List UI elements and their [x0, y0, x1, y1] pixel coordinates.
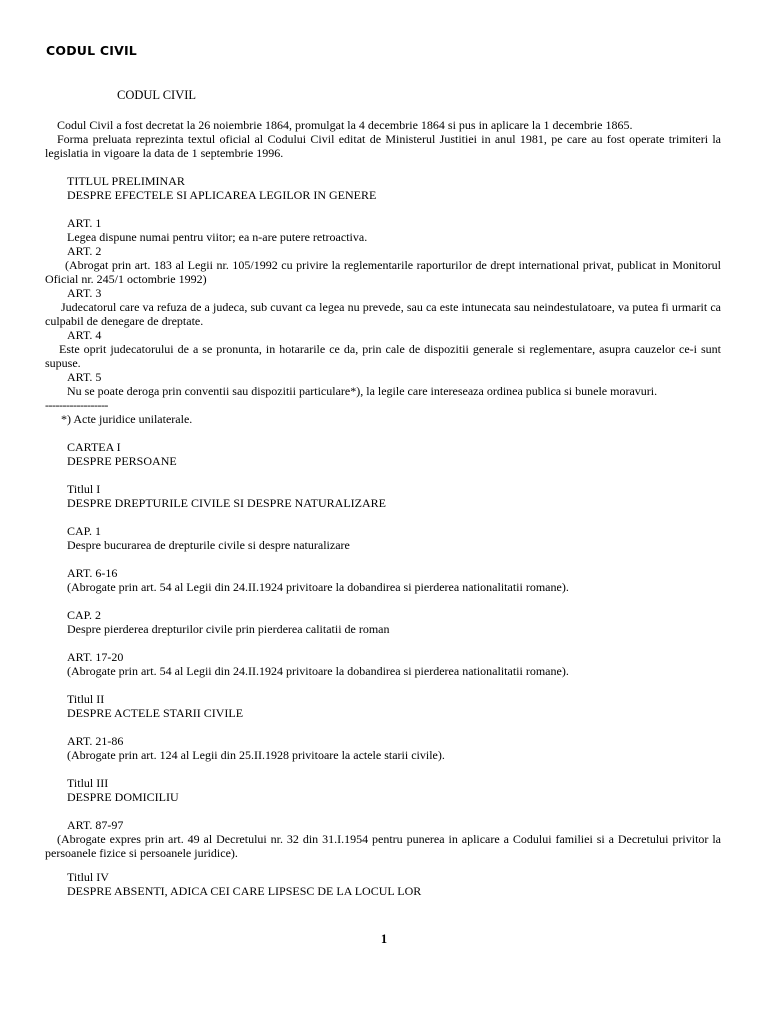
page-header-title: CODUL CIVIL [46, 43, 137, 58]
art-4-heading: ART. 4 [67, 328, 102, 342]
art-2-text: (Abrogat prin art. 183 al Legii nr. 105/1992 cu privire la reglementarile raporturilor de drept international privat, publicat in Monitorul Oficial nr. 245/1 octombrie 1992) [45, 258, 721, 286]
art-6-16-text: (Abrogate prin art. 54 al Legii din 24.II.1924 privitoare la dobandirea si pierderea nationalitatii romane). [67, 580, 569, 594]
art-6-16-heading: ART. 6-16 [67, 566, 118, 580]
titlul-1-heading: Titlul I [67, 482, 101, 496]
document-body [45, 88, 721, 898]
intro-paragraph-2: Forma preluata reprezinta textul oficial al Codului Civil editat de Ministerul Justitiei in anul 1981, pe care au fost operate trimiteri la legislatia in vigoare la data de 1 septembrie 1996. [45, 132, 721, 160]
cap-1-subheading: Despre bucurarea de drepturile civile si despre naturalizare [67, 538, 350, 552]
titlul-4-heading: Titlul IV [67, 870, 109, 884]
document-title: CODUL CIVIL [117, 88, 197, 102]
cartea-1-heading: CARTEA I [67, 440, 121, 454]
art-87-97-text: (Abrogate expres prin art. 49 al Decretului nr. 32 din 31.I.1954 pentru punerea in aplicare a Codului familiei si a Decretului privitor la persoanele fizice si persoanele juridice). [45, 832, 721, 860]
footnote-separator: ------------------ [45, 398, 108, 412]
page-number: 1 [380, 932, 388, 946]
art-21-86-text: (Abrogate prin art. 124 al Legii din 25.II.1928 privitoare la actele starii civile). [67, 748, 445, 762]
art-17-20-text: (Abrogate prin art. 54 al Legii din 24.II.1924 privitoare la dobandirea si pierderea nationalitatii romane). [67, 664, 569, 678]
art-1-text: Legea dispune numai pentru viitor; ea n-are putere retroactiva. [67, 230, 368, 244]
titlul-3-subheading: DESPRE DOMICILIU [67, 790, 179, 804]
titlul-4-subheading: DESPRE ABSENTI, ADICA CEI CARE LIPSESC DE LA LOCUL LOR [67, 884, 422, 898]
art-87-97-heading: ART. 87-97 [67, 818, 124, 832]
art-3-heading: ART. 3 [67, 286, 102, 300]
cap-1-heading: CAP. 1 [67, 524, 102, 538]
titlul-preliminar-heading: TITLUL PRELIMINAR [67, 174, 185, 188]
titlul-1-subheading: DESPRE DREPTURILE CIVILE SI DESPRE NATURALIZARE [67, 496, 387, 510]
titlul-2-subheading: DESPRE ACTELE STARII CIVILE [67, 706, 244, 720]
art-17-20-heading: ART. 17-20 [67, 650, 124, 664]
intro-paragraph-1: Codul Civil a fost decretat la 26 noiembrie 1864, promulgat la 4 decembrie 1864 si pus in aplicare la 1 decembrie 1865. [57, 118, 633, 132]
cartea-1-subheading: DESPRE PERSOANE [67, 454, 177, 468]
titlul-preliminar-subheading: DESPRE EFECTELE SI APLICAREA LEGILOR IN GENERE [67, 188, 377, 202]
titlul-2-heading: Titlul II [67, 692, 105, 706]
titlul-3-heading: Titlul III [67, 776, 109, 790]
footnote-text: *) Acte juridice unilaterale. [61, 412, 193, 426]
art-3-text: Judecatorul care va refuza de a judeca, sub cuvant ca legea nu prevede, sau ca este intunecata sau neindestulatoare, va putea fi urmarit ca culpabil de denegare de dreptate. [45, 300, 721, 328]
art-5-text: Nu se poate deroga prin conventii sau dispozitii particulare*), la legile care intereseaza ordinea publica si bunele moravuri. [67, 384, 658, 398]
art-1-heading: ART. 1 [67, 216, 102, 230]
art-5-heading: ART. 5 [67, 370, 102, 384]
art-21-86-heading: ART. 21-86 [67, 734, 124, 748]
cap-2-heading: CAP. 2 [67, 608, 102, 622]
cap-2-subheading: Despre pierderea drepturilor civile prin pierderea calitatii de roman [67, 622, 390, 636]
art-4-text: Este oprit judecatorului de a se pronunta, in hotararile ce da, prin cale de dispozitii generale si reglementare, asupra cauzelor ce-i sunt supuse. [45, 342, 721, 370]
art-2-heading: ART. 2 [67, 244, 102, 258]
